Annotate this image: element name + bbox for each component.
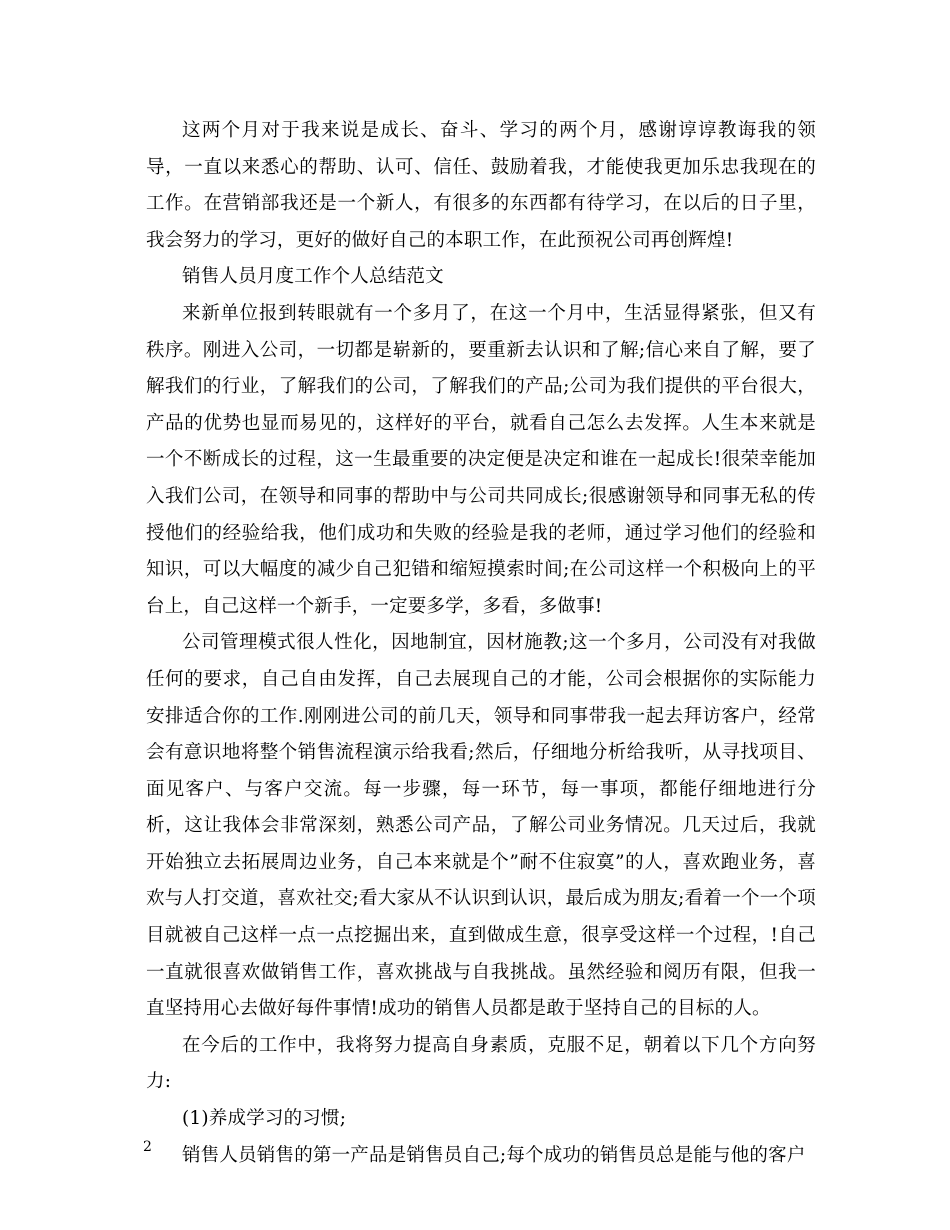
paragraph-gratitude: 这两个月对于我来说是成长、奋斗、学习的两个月，感谢谆谆教诲我的领导，一直以来悉心的帮助、认可、信任、鼓励着我，才能使我更加乐忠我现在的工作。在营销部我还是一个新人，有很多的东西都有待学习，在以后的日子里，我会努力的学习，更好的做好自己的本职工作，在此预祝公司再创辉煌! (146, 120, 816, 251)
document-body (146, 113, 816, 1174)
paragraph-sales-self: 销售人员销售的第一产品是销售员自己;每个成功的销售员总是能与他的客户 (182, 1144, 806, 1166)
paragraph-management: 公司管理模式很人性化，因地制宜，因材施教;这一个多月，公司没有对我做任何的要求，自己自由发挥，自己去展现自己的才能，公司会根据你的实际能力安排适合你的工作.刚刚进公司的前几天，领导和同事带我一起去拜访客户，经常会有意识地将整个销售流程演示给我看;然后，仔细地分析给我听，从寻找项目、面见客户、与客户交流。每一步骤，每一环节，每一事项，都能仔细地进行分析，这让我体会非常深刻，熟悉公司产品，了解公司业务情况。几天过后，我就开始独立去拓展周边业务，自己本来就是个”耐不住寂寞”的人，喜欢跑业务，喜欢与人打交道，喜欢社交;看大家从不认识到认识，最后成为朋友;看着一个一个项目就被自己这样一点一点挖掘出来，直到做成生意，很享受这样一个过程，!自己一直就很喜欢做销售工作，喜欢挑战与自我挑战。虽然经验和阅历有限，但我一直坚持用心去做好每件事情!成功的销售人员都是敢于坚持自己的目标的人。 (146, 632, 816, 1020)
paragraph-future-work: 在今后的工作中，我将努力提高自身素质，克服不足，朝着以下几个方向努力: (146, 1034, 816, 1093)
section-title: 销售人员月度工作个人总结范文 (182, 266, 444, 288)
paragraph-new-unit: 来新单位报到转眼就有一个多月了，在这一个月中，生活显得紧张，但又有秩序。刚进入公司，一切都是崭新的，要重新去认识和了解;信心来自了解，要了解我们的行业，了解我们的公司，了解我们的产品;公司为我们提供的平台很大，产品的优势也显而易见的，这样好的平台，就看自己怎么去发挥。人生本来就是一个不断成长的过程，这一生最重要的决定便是决定和谁在一起成长!很荣幸能加入我们公司，在领导和同事的帮助中与公司共同成长;很感谢领导和同事无私的传授他们的经验给我，他们成功和失败的经验是我的老师，通过学习他们的经验和知识，可以大幅度的减少自己犯错和缩短摸索时间;在公司这样一个积极向上的平台上，自己这样一个新手，一定要多学，多看，多做事! (146, 302, 816, 617)
page-number: 2 (143, 1139, 152, 1155)
list-item-learning-habit: (1)养成学习的习惯; (182, 1108, 347, 1130)
